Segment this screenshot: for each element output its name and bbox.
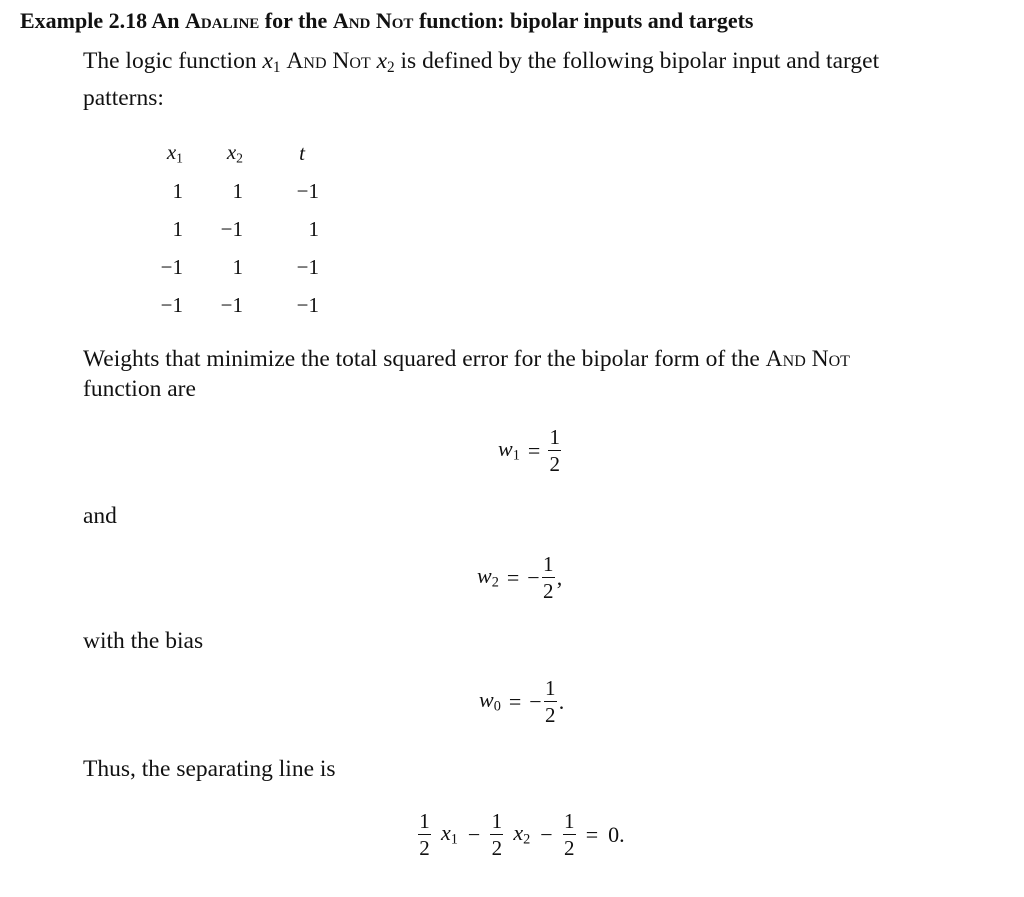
equation-w0: $w_0$ = − $\frac{1}{2}$ . (479, 676, 565, 727)
weights-paragraph: Weights that minimize the total squared error for the bipolar form of the And Not function are (83, 346, 850, 402)
and-text: and (83, 503, 117, 529)
table-row: 1 1 −1 (172, 178, 319, 203)
intro-paragraph: The logic function $x_1$ And Not $x_2$ is defined by the following bipolar input and target patterns: (83, 48, 880, 111)
example-title: Example 2.18 An Adaline for the And Not function: bipolar inputs and targets (20, 8, 754, 33)
separating-line-equation: $\frac{1}{2}$ $x_1$ − $\frac{1}{2}$ $x_2$ − $\frac{1}{2}$ = 0. (419, 809, 625, 860)
thus-text: Thus, the separating line is (83, 756, 336, 782)
equation-w1: $w_1$ = $\frac{1}{2}$ (498, 425, 561, 476)
table-row: −1 −1 −1 (160, 292, 319, 317)
bias-text: with the bias (83, 628, 204, 654)
equation-w2: $w_2$ = − $\frac{1}{2}$ , (477, 552, 563, 603)
truth-table (138, 134, 319, 324)
table-row: −1 1 −1 (160, 254, 319, 279)
table-row: 1 −1 1 (172, 216, 319, 241)
table-header-row: $x_1$ $x_2$ t (166, 139, 305, 166)
